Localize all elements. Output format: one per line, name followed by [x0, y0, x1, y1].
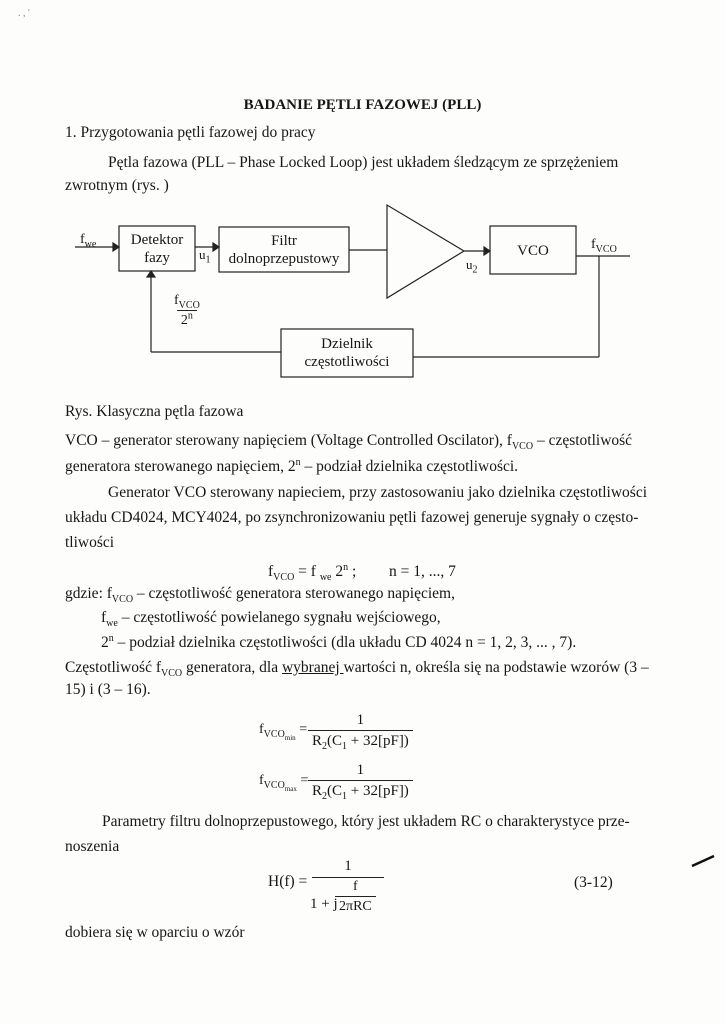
closing-line: dobiera się w oparciu o wzór: [65, 924, 245, 941]
figure-caption: Rys. Klasyczna pętla fazowa: [65, 403, 244, 420]
divider-label: Dzielnik częstotliwości: [304, 336, 390, 370]
hf-inner-fraction: f 2πRC: [335, 879, 376, 915]
amplifier-triangle: [387, 205, 464, 298]
where-line-3: 2$^n$ – podział dzielnika częstotliwości (dla układu CD 4024 n = 1, 2, 3, ... , 7).: [101, 632, 577, 651]
intro-line-1: Pętla fazowa (PLL – Phase Locked Loop) jest układem śledzącym ze sprzężeniem: [108, 154, 619, 171]
frequency-line-2: 15) i (3 – 16).: [65, 681, 151, 698]
paragraph-3-line-2: noszenia: [65, 838, 120, 855]
paragraph-2-line-3: tliwości: [65, 534, 115, 551]
fmax-lhs: $f_{VCO_{max}}$ =: [259, 773, 309, 793]
page-title: BADANIE PĘTLI FAZOWEJ (PLL): [243, 97, 482, 113]
where-line-2: $f_{we}$ – częstotliwość powielanego sygnału wejściowego,: [101, 609, 441, 630]
equation-number: (3-12): [574, 874, 613, 891]
output-frequency-label: $f_{VCO}$: [591, 237, 617, 255]
paragraph-3-line-1: Parametry filtru dolnoprzepustowego, który jest układem RC o charakterystyce prze-: [102, 813, 630, 830]
hf-denominator-prefix: 1 + j: [310, 896, 338, 912]
frequency-line-1: Częstotliwość $f_{VCO}$ generatora, dla wybranej wartości n, określa się na podstawie wzorów (3 –: [65, 659, 649, 680]
fmin-lhs: $f_{VCO_{min}}$ =: [259, 722, 308, 742]
fmin-fraction: $\frac{1}{R_2(C_1 + 32[pF])}$: [308, 712, 413, 750]
hf-fraction-bar: [312, 877, 384, 878]
detector-label: Detektor fazy: [130, 232, 184, 266]
formula-range: n = 1, ..., 7: [389, 563, 456, 580]
u1-label: $u_1$: [199, 247, 211, 266]
definition-line-2: generatora sterowanego napięciem, 2$^n$ – podział dzielnika częstotliwości.: [65, 456, 519, 475]
where-line-1: gdzie: $f_{VCO}$ – częstotliwość generatora sterowanego napięciem,: [65, 585, 455, 606]
paragraph-2-line-1: Generator VCO sterowany napieciem, przy zastosowaniu jako dzielnika częstotliwości: [108, 484, 648, 501]
section-heading: 1. Przygotowania pętli fazowej do pracy: [65, 124, 316, 141]
vco-label: VCO: [517, 243, 549, 259]
definition-line-1: VCO – generator sterowany napięciem (Voltage Controlled Oscilator), $f_{VCO}$ – częstotliwość: [65, 432, 633, 453]
fmax-fraction: $\frac{1}{R_2(C_1 + 32[pF])}$: [308, 762, 413, 800]
input-frequency-label: $f_{we}$: [80, 232, 97, 250]
formula-fvco: $f_{VCO} = f$ $_{we}$ 2$^n$ ;: [268, 561, 357, 584]
feedback-fraction: $f_{VCO}$ 2$^n$: [174, 293, 200, 328]
filter-label: Filtr dolnoprzepustowy: [228, 233, 340, 267]
hf-numerator: 1: [344, 858, 352, 874]
u2-label: $u_2$: [466, 257, 478, 276]
scan-marks: . , ': [18, 8, 30, 19]
intro-line-2: zwrotnym (rys. ): [65, 177, 169, 194]
hf-lhs: H(f) =: [268, 873, 308, 890]
paragraph-2-line-2: układu CD4024, MCY4024, po zsynchronizowaniu pętli fazowej generuje sygnały o często-: [65, 509, 639, 526]
